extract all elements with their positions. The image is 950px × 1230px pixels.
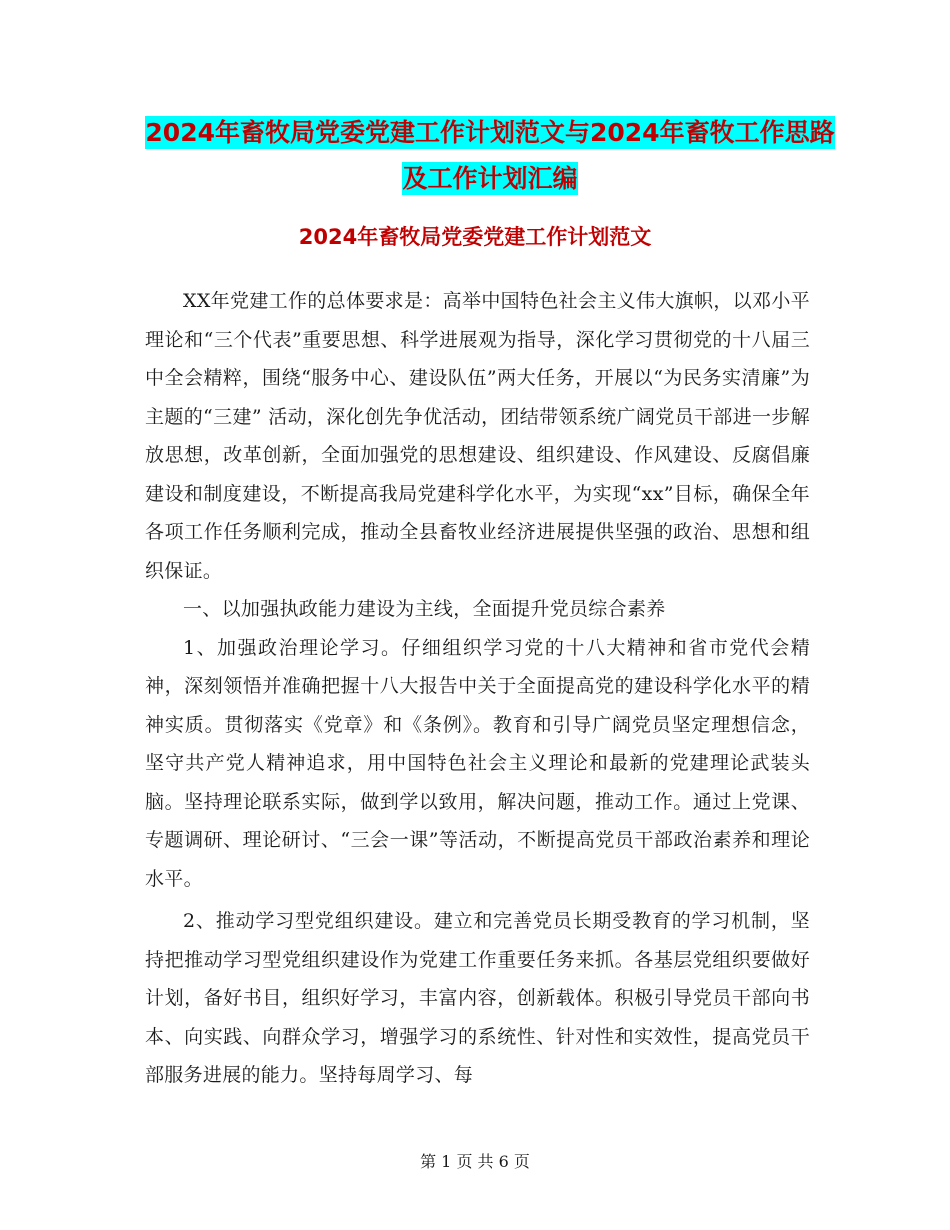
page-footer: 第 1 页 共 6 页 xyxy=(420,1152,530,1171)
document-title-text: 2024年畜牧局党委党建工作计划范文与2024年畜牧工作思路及工作计划汇编 xyxy=(145,118,835,193)
paragraph-item-1: 1、加强政治理论学习。仔细组织学习党的十八大精神和省市党代会精神，深刻领悟并准确把握十八大报告中关于全面提高党的建设科学化水平的精神实质。贯彻落实《党章》和《条例》。教育和引导广阔党员坚定理想信念，坚守共产党人精神追求，用中国特色社会主义理论和最新的党建理论武装头脑。坚持理论联系实际，做到学以致用，解决问题，推动工作。通过上党课、专题调研、理论研讨、“三会一课”等活动，不断提高党员干部政治素养和理论水平。 xyxy=(145,636,810,890)
paragraph-intro: XX年党建工作的总体要求是：高举中国特色社会主义伟大旗帜，以邓小平理论和“三个代表”重要思想、科学进展观为指导，深化学习贯彻党的十八届三中全会精粹，围绕“服务中心、建设队伍”两大任务，开展以“为民务实清廉”为主题的“三建” 活动，深化创先争优活动，团结带领系统广阔党员干部进一步解放思想，改革创新，全面加强党的思想建设、组织建设、作风建设、反腐倡廉建设和制度建设，不断提高我局党建科学化水平，为实现“xx”目标，确保全年各项工作任务顺利完成，推动全县畜牧业经济进展提供坚强的政治、思想和组织保证。 xyxy=(145,290,810,582)
document-body xyxy=(145,282,810,1095)
paragraph-heading-1: 一、以加强执政能力建设为主线，全面提升党员综合素养 xyxy=(183,598,666,620)
section-title: 2024年畜牧局党委党建工作计划范文 xyxy=(298,225,652,249)
paragraph-item-2: 2、推动学习型党组织建设。建立和完善党员长期受教育的学习机制，坚持把推动学习型党组织建设作为党建工作重要任务来抓。各基层党组织要做好计划，备好书目，组织好学习，丰富内容，创新载体。积极引导党员干部向书本、向实践、向群众学习，增强学习的系统性、针对性和实效性，提高党员干部服务进展的能力。坚持每周学习、每 xyxy=(145,910,810,1086)
document-title xyxy=(140,110,840,202)
